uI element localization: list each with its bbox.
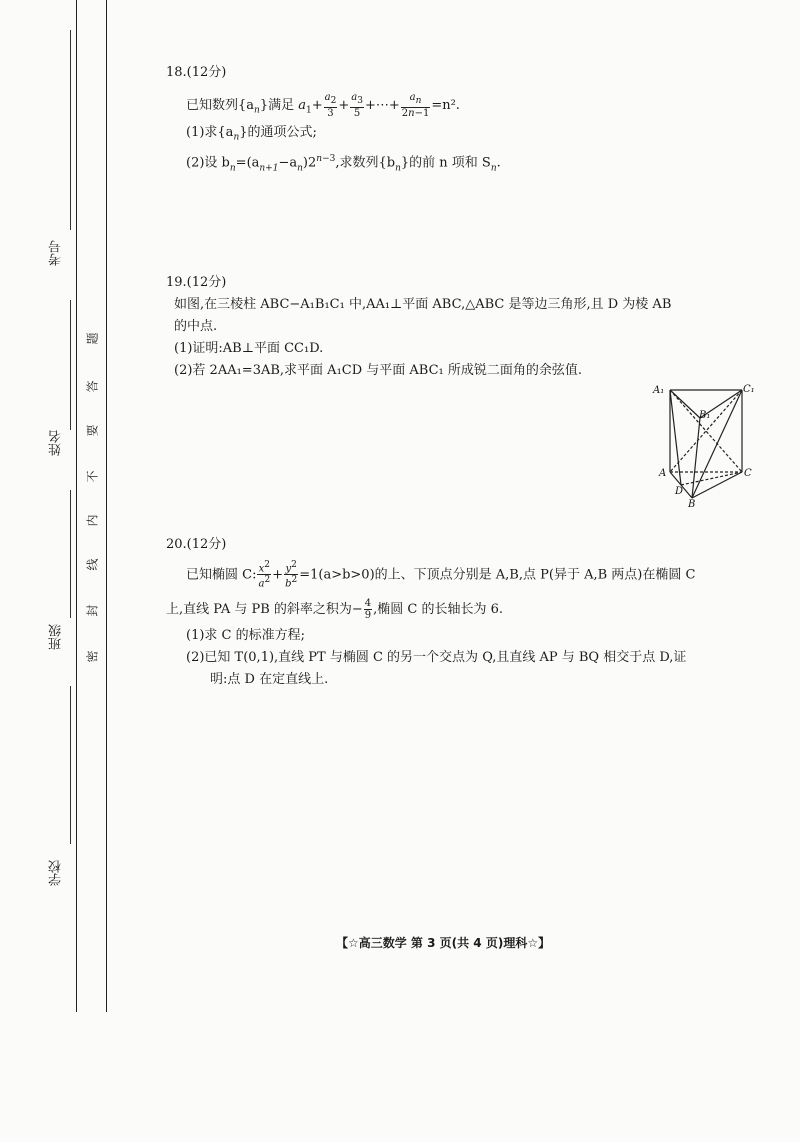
seal-char: 要 (85, 424, 100, 437)
question-19 (166, 272, 766, 382)
label-a: A (659, 468, 667, 479)
q19-part1: (1)证明:AB⊥平面 CC₁D. (174, 341, 324, 356)
label-c: C (744, 468, 752, 479)
label-b: B (688, 499, 696, 508)
seal-char: 封 (85, 604, 100, 617)
q18-part1: (1)求$\{a_n\}$的通项公式; (186, 124, 317, 143)
q18-stem: 已知数列$\{a_n\}$满足 $a_1+$ $\frac{a_2}{3}$ + $\frac{a_3}{5}$ +⋯+ $\frac{a_n}{2n-1}$ =n². (186, 92, 460, 119)
seal-char: 线 (85, 558, 100, 571)
q19-number: 19.(12分) (166, 275, 227, 290)
school-underline (70, 686, 71, 844)
school-label: 学校 (49, 860, 64, 886)
seg-d-c (681, 472, 742, 485)
margin-outer-line (76, 0, 77, 1012)
seal-char: 密 (85, 650, 100, 663)
exam-no-underline (70, 30, 71, 230)
class-label: 班级 (49, 624, 64, 650)
edge-b-b1 (692, 418, 700, 498)
exam-no-label: 考号 (49, 240, 64, 266)
name-label: 姓名 (49, 430, 64, 456)
q18-number: 18.(12分) (166, 65, 227, 80)
q20-part2-line1: (2)已知 T(0,1),直线 PT 与椭圆 C 的另一个交点为 Q,且直线 AP 与 BQ 相交于点 D,证 (186, 649, 687, 665)
question-20 (166, 534, 776, 691)
q20-line1: 已知椭圆 C: $\frac{x^2}{a^2}$ + $\frac{y^2}{b^2}$ =1(a>b>0)的上、下顶点分别是 A,B,点 P(异于 A,B 两点)在椭圆 C (186, 560, 696, 590)
class-underline (70, 490, 71, 618)
page-footer: 【☆高三数学 第 3 页(共 4 页)理科☆】 (336, 936, 551, 950)
margin-inner-line (106, 0, 107, 1012)
seal-char: 答 (85, 380, 100, 393)
q19-part2: (2)若 2AA₁=3AB,求平面 A₁CD 与平面 ABC₁ 所成锐二面角的余弦值. (174, 363, 583, 378)
q19-line1: 如图,在三棱柱 ABC−A₁B₁C₁ 中,AA₁⊥平面 ABC,△ABC 是等边三角形,且 D 为棱 AB (174, 297, 672, 312)
q20-line2: 上,直线 PA 与 PB 的斜率之积为− $\frac{4}{9}$ ,椭圆 C 的长轴长为 6. (166, 597, 504, 621)
name-underline (70, 300, 71, 430)
label-a1: A₁ (653, 385, 665, 396)
label-c1: C₁ (743, 384, 755, 395)
seal-char: 题 (85, 332, 100, 345)
label-b1: B₁ (699, 410, 711, 421)
edge-a1-b1 (670, 390, 700, 418)
label-d: D (675, 486, 684, 497)
q20-part2-line2: 明:点 D 在定直线上. (210, 671, 329, 687)
q20-part1: (1)求 C 的标准方程; (186, 627, 306, 643)
edge-b-c (692, 472, 742, 498)
prism-figure (650, 378, 760, 508)
q18-part2: (2)设 $b_n=(a_{n+1}-a_n)2^{n-3}$,求数列$\{b_n\}$的前 n 项和 $S_n$. (186, 154, 501, 174)
q19-line2: 的中点. (174, 319, 218, 334)
q20-number: 20.(12分) (166, 537, 227, 552)
seal-char: 内 (85, 514, 100, 527)
seal-char: 不 (85, 470, 100, 483)
question-18 (166, 62, 766, 179)
